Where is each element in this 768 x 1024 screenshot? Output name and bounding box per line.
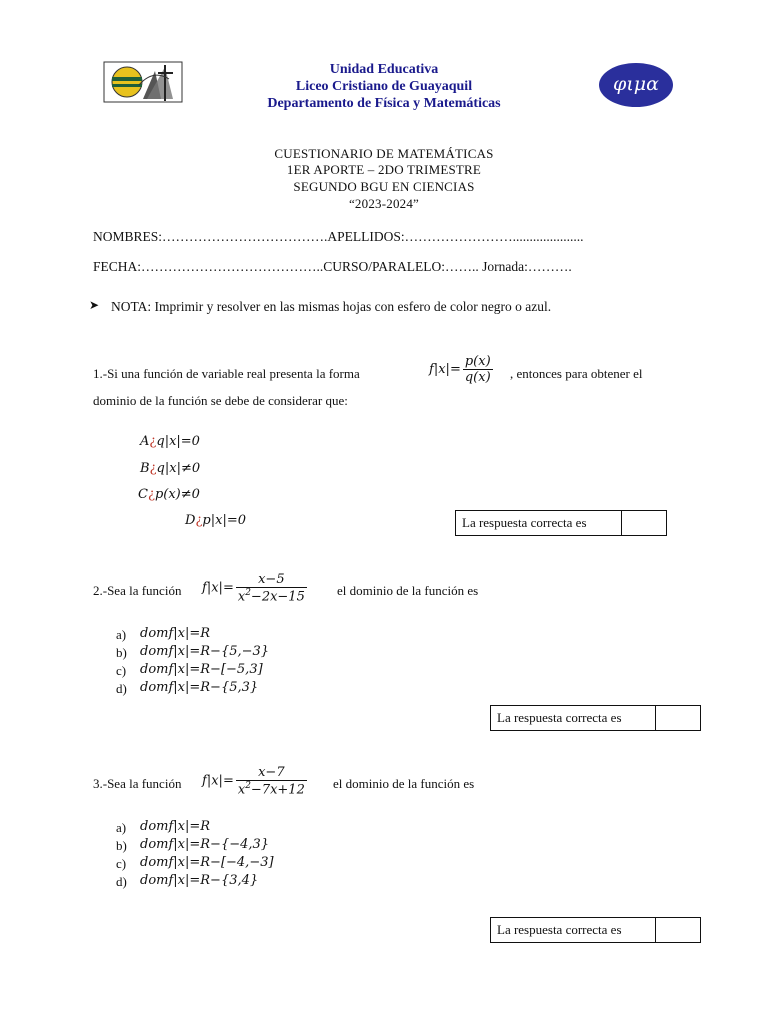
q1-line-2: dominio de la función se debe de considerar que:	[93, 393, 348, 408]
q2-option-c-letter: c)	[116, 663, 127, 678]
q2-option-d: domf|x|=R−{5,3}	[140, 680, 259, 695]
header-line-2: Liceo Cristiano de Guayaquil	[295, 79, 473, 94]
q2-formula: f|x|= $\frac{x-5}{x^2-2x-15}$	[202, 572, 305, 605]
q3-answer-cell[interactable]	[655, 918, 700, 942]
q3-option-c-letter: c)	[116, 856, 127, 871]
q3-option-c: domf|x|=R−[−4,−3]	[140, 855, 274, 870]
department-logo	[598, 62, 674, 108]
title-line-2: 1ER APORTE – 2DO TRIMESTRE	[286, 162, 482, 177]
q1-prefix: 1.-Si una función de variable real presenta la forma	[93, 366, 360, 381]
q2-option-a-letter: a)	[116, 627, 127, 642]
q2-option-b-letter: b)	[116, 645, 127, 660]
title-line-1: CUESTIONARIO DE MATEMÁTICAS	[274, 146, 494, 161]
red-marker: ¿	[149, 461, 157, 476]
red-marker: ¿	[149, 434, 157, 449]
department-logo-text: φιμα	[613, 73, 659, 95]
title-line-4: “2023-2024”	[348, 196, 420, 211]
q1-answer-cell[interactable]	[621, 511, 666, 535]
header-line-3: Departamento de Física y Matemáticas	[267, 96, 501, 111]
q3-option-a: domf|x|=R	[140, 819, 211, 834]
q3-answer-label: La respuesta correcta es	[497, 922, 622, 937]
q1-option-d: D¿p|x|=0	[185, 513, 246, 528]
q1-option-a: A¿q|x|=0	[140, 434, 200, 449]
q1-formula: f|x|= $\frac{p(x)}{q(x)}$	[429, 354, 491, 385]
q2-prefix: 2.-Sea la función	[93, 583, 182, 598]
title-line-3: SEGUNDO BGU EN CIENCIAS	[293, 179, 475, 194]
q2-answer-cell[interactable]	[655, 706, 700, 730]
q3-option-d: domf|x|=R−{3,4}	[140, 873, 259, 888]
q3-option-a-letter: a)	[116, 820, 127, 835]
q3-option-d-letter: d)	[116, 874, 127, 889]
q3-option-b: domf|x|=R−{−4,3}	[140, 837, 270, 852]
q3-formula: f|x|= $\frac{x-7}{x^2-7x+12}$	[202, 765, 305, 798]
q2-option-c: domf|x|=R−[−5,3]	[140, 662, 263, 677]
q2-answer-box	[490, 705, 701, 731]
q2-option-a: domf|x|=R	[140, 626, 211, 641]
nota-text: NOTA: Imprimir y resolver en las mismas hojas con esfero de color negro o azul.	[111, 299, 552, 314]
q3-option-b-letter: b)	[116, 838, 127, 853]
date-field[interactable]: FECHA:…………………………………..CURSO/PARALELO:…….. Jornada:……….	[93, 259, 572, 274]
q2-option-d-letter: d)	[116, 681, 127, 696]
q1-option-c: C¿p(x)≠0	[138, 487, 200, 502]
q3-answer-box	[490, 917, 701, 943]
header-line-1: Unidad Educativa	[329, 62, 439, 77]
q2-option-b: domf|x|=R−{5,−3}	[140, 644, 270, 659]
q2-suffix: el dominio de la función es	[337, 583, 479, 598]
q3-suffix: el dominio de la función es	[333, 776, 475, 791]
red-marker: ¿	[195, 513, 203, 528]
q1-answer-box	[455, 510, 667, 536]
q3-prefix: 3.-Sea la función	[93, 776, 182, 791]
q1-suffix: , entonces para obtener el	[510, 366, 643, 381]
q2-answer-label: La respuesta correcta es	[497, 710, 622, 725]
q1-option-b: B¿q|x|≠0	[140, 461, 201, 476]
red-marker: ¿	[147, 487, 155, 502]
q1-answer-label: La respuesta correcta es	[462, 515, 587, 530]
names-field[interactable]: NOMBRES:……………………………….APELLIDOS:…………………….....................	[93, 229, 584, 244]
nota-bullet-icon: ➤	[89, 298, 100, 312]
